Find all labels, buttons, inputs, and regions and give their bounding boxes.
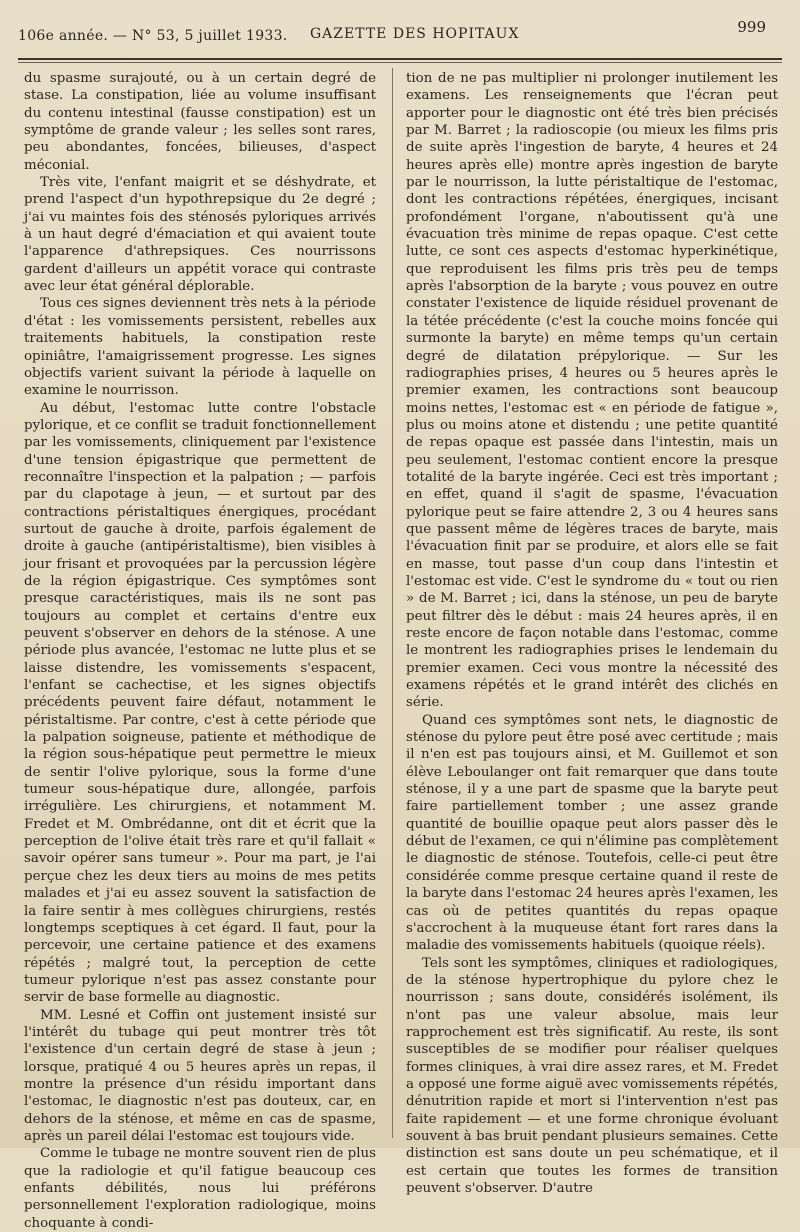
paragraph: tion de ne pas multiplier ni prolonger inutilement les examens. Les renseignements que l'écran peut apporter pour le diagnostic ont été très bien précisés par M. Barret ; la radioscopie (ou mieux les films pris de suite après l'ingestion de baryte, 4 heures et 24 heures après elle) montre après ingestion de baryte par le nourrisson, la lutte péristaltique de l'estomac, dont les contractions répétées, énergiques, incisant profondément l'organe, n'aboutissent qu'à une évacuation très minime de repas opaque. C'est cette lutte, ce sont ces aspects d'estomac hyperkinétique, que reproduisent les films pris très peu de temps après l'absorption de la baryte ; vous pouvez en outre constater l'existence de liquide résiduel provenant de la tétée précédente (c'est la couche moins foncée qui surmonte la baryte) en même temps qu'un certain degré de dilatation prépylorique. — Sur les radiographies prises, 4 heures ou 5 heures après le premier examen, les contractions sont beaucoup moins nettes, l'estomac est « en période de fatigue », plus ou moins atone et distendu ; une petite quantité de repas opaque est passée dans l'intestin, mais un peu seulement, l'estomac contient encore la presque totalité de la baryte ingérée. Ceci est très important ; en effet, quand il s'agit de spasme, l'évacuation pylorique peut se faire attendre 2, 3 ou 4 heures sans que passent même de légères traces de baryte, mais l'évacuation finit par se produire, et alors elle se fait en masse, tout passe d'un coup dans l'intestin et l'estomac est vide. C'est le syndrome du « tout ou rien » de M. Barret ; ici, dans la sténose, un peu de baryte peut filtrer dès le début : mais 24 heures après, il en reste encore de façon notable dans l'estomac, comme le montrent les radiographies prises le lendemain du premier examen. Ceci vous montre la nécessité des examens répétés et le grand intérêt des clichés en série. [406,71,778,711]
paragraph: Tels sont les symptômes, cliniques et radiologiques, de la sténose hypertrophique du pylore chez le nourrisson ; sans doute, considérés isolément, ils n'ont pas une valeur absolue, mais leur rapprochement est très significatif. Au reste, ils sont susceptibles de se modifier pour réaliser quelques formes cliniques, à vrai dire assez rares, et M. Fredet a opposé une forme aiguë avec vomissements répétés, dénutrition rapide et mort si l'intervention n'est pas faite rapidement — et une forme chronique évoluant souvent à bas bruit pendant plusieurs semaines. Cette distinction est sans doute un peu schématique, et il est certain que toutes les formes de transition peuvent s'observer. D'autre [406,955,778,1196]
paragraph: Comme le tubage ne montre souvent rien de plus que la radiologie et qu'il fatigue beaucoup ces enfants débilités, nous lui préférons personnellement l'exploration radiologique, moins choquante à condi- [24,1146,376,1231]
paragraph: Très vite, l'enfant maigrit et se déshydrate, et prend l'aspect d'un hypothrepsique du 2e degré ; j'ai vu maintes fois des sténosés pyloriques arrivés à un haut degré d'émaciation et qui avaient toute l'apparence d'athrepsiques. Ces nourrissons gardent d'ailleurs un appétit vorace qui contraste avec leur état général déplorable. [24,175,376,295]
page-header [18,18,782,52]
paragraph: Quand ces symptômes sont nets, le diagnostic de sténose du pylore peut être posé avec certitude ; mais il n'en est pas toujours ainsi, et M. Guillemot et son élève Leboulanger ont fait remarquer que dans toute sténose, il y a une part de spasme que la baryte peut faire partiellement tomber ; une assez grande quantité de bouillie opaque peut alors passer dès le début de l'examen, ce qui n'élimine pas complètement le diagnostic de sténose. Toutefois, celle-ci peut être considérée comme presque certaine quand il reste de la baryte dans l'estomac 24 heures après l'examen, les cas où de petites quantités du repas opaque s'accrochent à la muqueuse étant fort rares dans la maladie des vomissements habituels (quoique réels). [406,712,778,954]
column-separator [392,68,393,1138]
issue-info: 106e année. — N° 53, 5 juillet 1933. [18,28,288,44]
header-rule-thin [18,62,782,63]
header-rule [18,58,782,60]
journal-title: GAZETTE DES HOPITAUX [310,26,520,42]
paragraph: MM. Lesné et Coffin ont justement insisté sur l'intérêt du tubage qui peut montrer très tôt l'existence d'un certain degré de stase à jeun ; lorsque, pratiqué 4 ou 5 heures après un repas, il montre la présence d'un résidu important dans l'estomac, le diagnostic n'est pas douteux, car, en dehors de la sténose, et même en cas de spasme, après un pareil délai l'estomac est toujours vide. [24,1007,376,1144]
paragraph: Au début, l'estomac lutte contre l'obstacle pylorique, et ce conflit se traduit fonctionnellement par les vomissements, cliniquement par l'existence d'une tension épigastrique que permettent de reconnaître l'inspection et la palpation ; — parfois par du clapotage à jeun, — et surtout par des contractions péristaltiques énergiques, procédant surtout de gauche à droite, parfois également de droite à gauche (antipéristaltisme), bien visibles à jour frisant et provoquées par la percussion légère de la région épigastrique. Ces symptômes sont presque caractéristiques, mais ils ne sont pas toujours au complet et certains d'entre eux peuvent s'observer en dehors de la sténose. A une période plus avancée, l'estomac ne lutte plus et se laisse distendre, les vomissements s'espacent, l'enfant se cachectise, et les signes objectifs précédents peuvent faire défaut, notamment le péristaltisme. Par contre, c'est à cette période que la palpation soigneuse, patiente et méthodique de la région sous-hépatique peut permettre le mieux de sentir l'olive pylorique, sous la forme d'une tumeur sous-hépatique dure, allongée, parfois irrégulière. Les chirurgiens, et notamment M. Fredet et M. Ombrédanne, ont dit et écrit que la perception de l'olive était très rare et qu'il fallait « savoir opérer sans tumeur ». Pour ma part, je l'ai perçue chez les deux tiers au moins de mes petits malades et j'ai eu assez souvent la satisfaction de la faire sentir à mes collègues chirurgiens, restés longtemps sceptiques à cet égard. Il faut, pour la percevoir, une certaine patience et des examens répétés ; malgré tout, la perception de cette tumeur pylorique n'est pas assez constante pour servir de base formelle au diagnostic. [24,400,376,1006]
page-number: 999 [737,18,766,36]
paragraph: du spasme surajouté, ou à un certain degré de stase. La constipation, liée au volume insuffisant du contenu intestinal (fausse constipation) est un symptôme de grande valeur ; les selles sont rares, peu abondantes, foncées, bilieuses, d'aspect méconial. [24,71,376,173]
right-column [406,70,778,1197]
left-column [24,70,376,1232]
paragraph: Tous ces signes deviennent très nets à la période d'état : les vomissements persistent, rebelles aux traitements habituels, la constipation reste opiniâtre, l'amaigrissement progresse. Les signes objectifs varient suivant la période à laquelle on examine le nourrisson. [24,296,376,399]
